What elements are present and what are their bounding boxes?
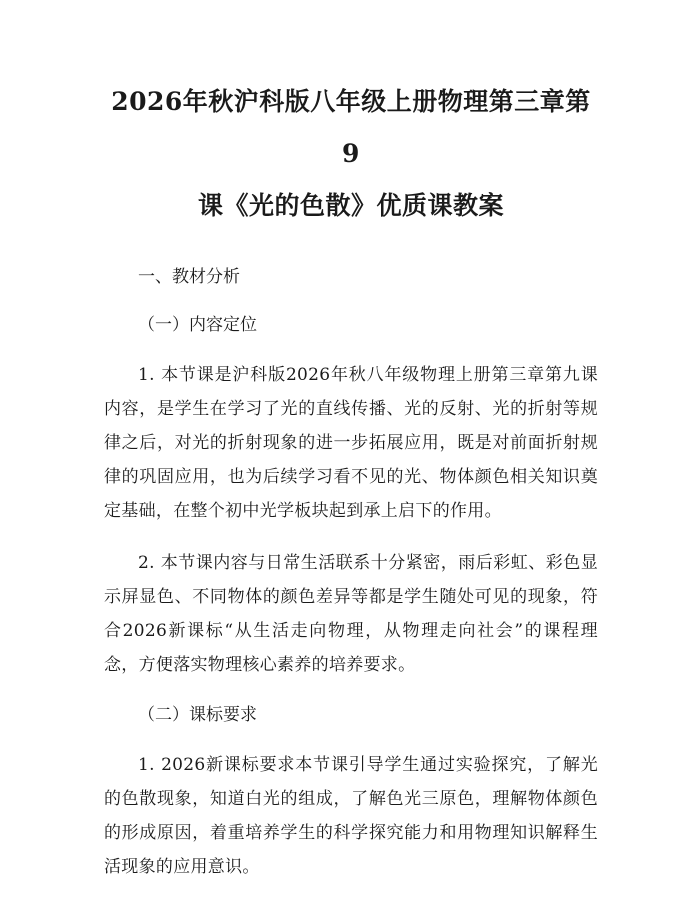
- title-line-1: 2026年秋沪科版八年级上册物理第三章第9: [111, 87, 591, 168]
- document-title: [104, 0, 598, 232]
- title-line-2: 课《光的色散》优质课教案: [197, 191, 504, 220]
- paragraph-2: 2. 本节课内容与日常生活联系十分紧密，雨后彩虹、彩色显示屏显色、不同物体的颜色差异等都是学生随处可见的现象，符合2026新课标“从生活走向物理，从物理走向社会”的课程理念，方便落实物理核心素养的培养要求。: [104, 553, 598, 675]
- paragraph-3: 1. 2026新课标要求本节课引导学生通过实验探究，了解光的色散现象，知道白光的组成，了解色光三原色，理解物体颜色的形成原因，着重培养学生的科学探究能力和用物理知识解释生活现象的应用意识。: [104, 755, 598, 877]
- section-heading-textbook-analysis: 一、教材分析: [138, 267, 240, 287]
- paragraph-1: 1. 本节课是沪科版2026年秋八年级物理上册第三章第九课内容，是学生在学习了光的直线传播、光的反射、光的折射等规律之后，对光的折射现象的进一步拓展应用，既是对前面折射规律的巩固应用，也为后续学习看不见的光、物体颜色相关知识奠定基础，在整个初中光学板块起到承上启下的作用。: [104, 365, 598, 521]
- subsection-heading-curriculum-requirements: （二）课标要求: [138, 705, 257, 725]
- subsection-heading-content-positioning: （一）内容定位: [138, 315, 257, 335]
